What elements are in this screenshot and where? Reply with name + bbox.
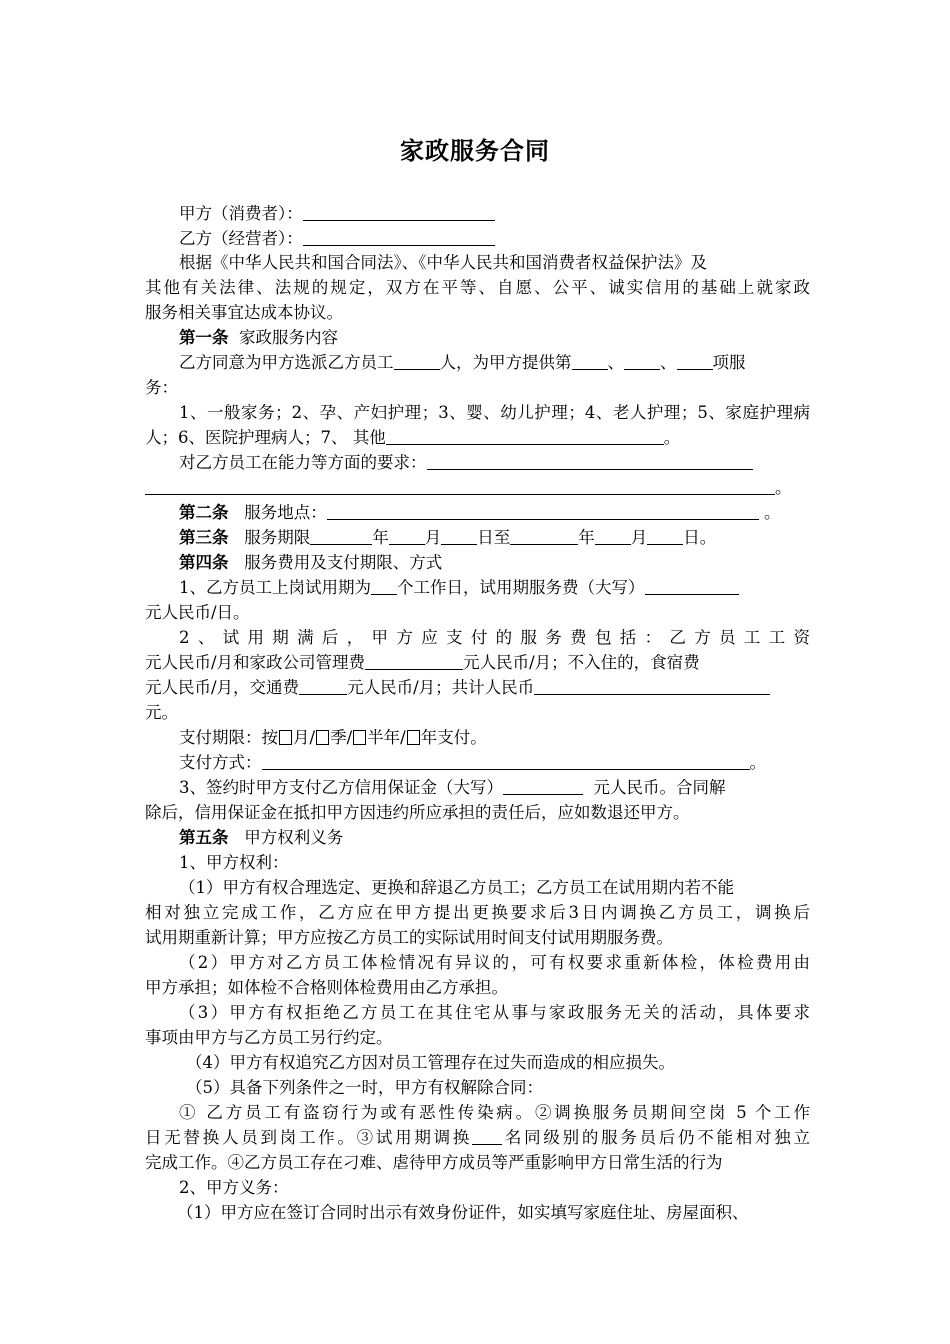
article-4-text: 。 — [749, 753, 766, 772]
right-1-line-2: 相对独立完成工作，乙方应在甲方提出更换要求后3日内调换乙方员工，调换后 — [145, 903, 810, 922]
article-2-number: 第二条 — [179, 503, 229, 522]
article-5-number: 第五条 — [179, 828, 229, 847]
article-1-line-4 — [145, 426, 810, 450]
preamble-line-3: 服务相关事宜达成本协议。 — [145, 303, 343, 322]
article-4-p2-line-1: 2、试用期满后，甲方应支付的服务费包括：乙方员工工资 — [179, 628, 810, 647]
article-1-text: 人；6、医院护理病人；7、 其他 — [145, 428, 386, 447]
article-1-line-6 — [145, 476, 810, 500]
party-b-line — [179, 227, 844, 251]
termination-conditions-line-3: 完成工作。④乙方员工存在刁难、虐待甲方成员等严重影响甲方日常生活的行为 — [145, 1153, 723, 1172]
article-1-line-5 — [179, 451, 844, 475]
end-day-blank[interactable] — [647, 527, 683, 545]
right-5-line: （5）具备下列条件之一时，甲方有权解除合同： — [186, 1078, 543, 1097]
payment-method-blank[interactable] — [262, 752, 750, 770]
half-year-checkbox[interactable] — [353, 730, 366, 745]
requirements-blank-1[interactable] — [427, 452, 753, 470]
article-1-line-2: 务： — [145, 378, 178, 397]
service-location-blank[interactable] — [327, 502, 759, 520]
article-1-text: 对乙方员工在能力等方面的要求： — [179, 453, 427, 472]
article-3-number: 第三条 — [179, 528, 229, 547]
party-a-label: 甲方（消费者）： — [179, 204, 303, 223]
duty-1-line-1: （1）甲方应在签订合同时出示有效身份证件，如实填写家庭住址、房屋面积、 — [177, 1203, 749, 1222]
article-4-text: 年支付。 — [420, 728, 487, 747]
duties-heading: 2、甲方义务： — [179, 1178, 289, 1197]
deposit-blank[interactable] — [503, 777, 583, 795]
article-2-text: 。 — [764, 503, 781, 522]
article-4-p2-line-2 — [145, 651, 810, 675]
article-1-title: 家政服务内容 — [239, 328, 338, 347]
payment-period-line — [179, 726, 844, 750]
article-2-text: 服务地点： — [244, 503, 327, 522]
article-4-p1-line-2: 元人民币/日。 — [145, 603, 250, 622]
right-2-line-2: 甲方承担；如体检不合格则体检费用由乙方承担。 — [145, 978, 508, 997]
end-year-blank[interactable] — [510, 527, 578, 545]
article-4-p1-line-1 — [179, 576, 844, 600]
article-4-text: 支付方式： — [179, 753, 262, 772]
replacement-count-blank[interactable] — [472, 1127, 502, 1145]
document-title: 家政服务合同 — [400, 137, 550, 165]
article-1-text: 人，为甲方提供第 — [439, 353, 572, 372]
article-4-p2-line-4: 元。 — [145, 703, 178, 722]
start-day-blank[interactable] — [441, 527, 477, 545]
article-4-text: 季/ — [330, 728, 353, 747]
article-4-p3-line-1 — [179, 776, 844, 800]
article-4-number: 第四条 — [179, 553, 229, 572]
article-4-text: 元人民币/月，交通费 — [145, 678, 300, 697]
party-b-label: 乙方（经营者）： — [179, 229, 303, 248]
payment-method-line — [179, 751, 844, 775]
article-2-line — [179, 501, 844, 525]
article-4-text: 支付期限：按 — [179, 728, 278, 747]
trial-fee-blank[interactable] — [645, 577, 739, 595]
article-1-text: 乙方同意为甲方选派乙方员工 — [179, 353, 394, 372]
total-fee-blank[interactable] — [534, 677, 770, 695]
article-1-line-1 — [179, 351, 844, 375]
right-3-line-1: （3）甲方有权拒绝乙方员工在其住宅从事与家政服务无关的活动，具体要求 — [179, 1003, 810, 1022]
article-4-title: 服务费用及支付期限、方式 — [244, 553, 443, 572]
party-a-line — [179, 202, 844, 226]
right-1-line-3: 试用期重新计算；甲方应按乙方员工的实际试用时间支付试用期服务费。 — [145, 928, 673, 947]
service-item-blank-1[interactable] — [572, 352, 608, 370]
article-3-text: 月 — [424, 528, 442, 547]
requirements-blank-2[interactable] — [145, 477, 775, 495]
article-1-text: 、 — [607, 353, 624, 372]
service-item-blank-2[interactable] — [624, 352, 660, 370]
staff-count-blank[interactable] — [394, 352, 440, 370]
party-b-blank[interactable] — [303, 228, 495, 246]
service-item-blank-3[interactable] — [677, 352, 713, 370]
start-month-blank[interactable] — [389, 527, 425, 545]
rights-heading: 1、甲方权利： — [179, 853, 289, 872]
right-2-line-1: （2）甲方对乙方员工体检情况有异议的，可有权要求重新体检，体检费用由 — [179, 953, 810, 972]
article-3-text: 服务期限 — [244, 528, 311, 547]
article-4-text: 3、签约时甲方支付乙方信用保证金（大写） — [179, 778, 503, 797]
article-4-text: 半年/ — [367, 728, 406, 747]
preamble-line-1: 根据《中华人民共和国合同法》、《中华人民共和国消费者权益保护法》及 — [179, 253, 707, 272]
article-5-heading — [179, 826, 844, 850]
article-3-text: 日。 — [683, 528, 717, 547]
trial-days-blank[interactable] — [371, 577, 397, 595]
article-4-text: 元人民币/月和家政公司管理费 — [145, 653, 366, 672]
quarterly-checkbox[interactable] — [316, 730, 329, 745]
article-4-text: 元人民币。合同解 — [593, 778, 726, 797]
article-1-text: 项服 — [712, 353, 746, 372]
article-4-text: 元人民币/月；共计人民币 — [347, 678, 535, 697]
article-1-heading — [179, 326, 844, 350]
article-3-text: 年 — [578, 528, 595, 547]
article-4-text: 个工作日，试用期服务费（大写） — [397, 578, 645, 597]
preamble-line-2: 其他有关法律、法规的规定，双方在平等、自愿、公平、诚实信用的基础上就家政 — [145, 278, 810, 297]
party-a-blank[interactable] — [303, 203, 495, 221]
article-5-text: 日无替换人员到岗工作。③试用期调换 — [145, 1128, 473, 1147]
transport-fee-blank[interactable] — [299, 677, 347, 695]
right-4-line: （4）甲方有权追究乙方因对员工管理存在过失而造成的相应损失。 — [186, 1053, 675, 1072]
article-4-p2-line-3 — [145, 676, 810, 700]
other-service-blank[interactable] — [386, 427, 664, 445]
article-5-text: 名同级别的服务员后仍不能相对独立 — [502, 1128, 811, 1147]
article-3-text: 年 — [372, 528, 389, 547]
right-1-line-1: （1）甲方有权合理选定、更换和辞退乙方员工；乙方员工在试用期内若不能 — [179, 878, 734, 897]
article-4-heading — [179, 551, 844, 575]
monthly-checkbox[interactable] — [279, 730, 292, 745]
start-year-blank[interactable] — [310, 527, 372, 545]
article-4-text: 月/ — [293, 728, 316, 747]
article-1-text: 。 — [663, 428, 681, 447]
article-1-text: 。 — [775, 478, 792, 497]
termination-conditions-line-1: ① 乙方员工有盗窃行为或有恶性传染病。②调换服务员期间空岗 5 个工作 — [179, 1103, 810, 1122]
article-4-text: 1、乙方员工上岗试用期为 — [179, 578, 371, 597]
termination-conditions-line-2 — [145, 1126, 810, 1150]
article-1-line-3: 1、一般家务；2、孕、产妇护理；3、婴、幼儿护理；4、老人护理；5、家庭护理病 — [179, 403, 810, 422]
article-5-title: 甲方权利义务 — [244, 828, 344, 847]
article-4-text: 元人民币/月；不入住的，食宿费 — [463, 653, 700, 672]
article-1-number: 第一条 — [179, 328, 229, 347]
yearly-checkbox[interactable] — [407, 730, 420, 745]
end-month-blank[interactable] — [595, 527, 631, 545]
management-fee-blank[interactable] — [365, 652, 463, 670]
article-3-text: 日至 — [477, 528, 511, 547]
article-3-text: 月 — [630, 528, 648, 547]
article-4-p3-line-2: 除后，信用保证金在抵扣甲方因违约所应承担的责任后，应如数退还甲方。 — [145, 803, 690, 822]
right-3-line-2: 事项由甲方与乙方员工另行约定。 — [145, 1028, 393, 1047]
article-1-text: 、 — [660, 353, 677, 372]
article-3-line — [179, 526, 844, 550]
